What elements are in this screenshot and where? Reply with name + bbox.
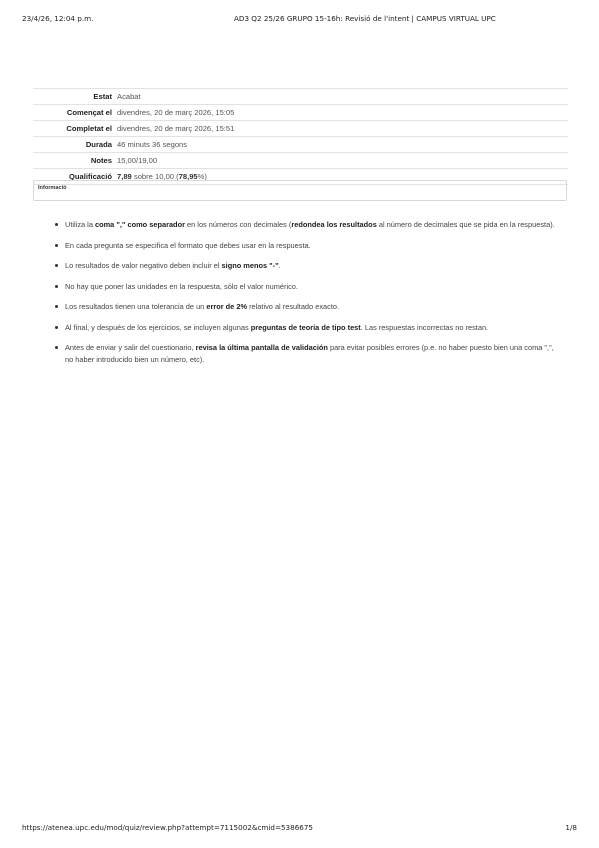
text: para evitar posibles errores (p.e. no haber puesto bien una coma ",", no haber introducido bien un número, etc). <box>65 343 554 364</box>
bold-text: error de 2% <box>206 302 248 311</box>
text: . <box>278 261 281 270</box>
print-header <box>22 14 577 26</box>
list-item <box>55 342 555 365</box>
text: Utiliza la <box>65 220 95 229</box>
summary-label: Completat el <box>66 124 112 133</box>
bullet-icon <box>55 305 58 308</box>
text: al número de decimales que se pida en la respuesta). <box>376 220 555 229</box>
summary-value: divendres, 20 de març 2026, 15:05 <box>117 108 235 117</box>
summary-label: Començat el <box>66 108 112 117</box>
text: Lo resultados de valor negativo deben incluir el <box>65 261 222 270</box>
summary-row-duration <box>33 137 568 153</box>
information-box <box>33 180 567 201</box>
bold-text: coma "," como separador <box>94 220 185 229</box>
grade-percent-suffix: %) <box>197 172 207 181</box>
summary-row-state <box>33 89 568 105</box>
summary-value: Acabat <box>117 92 141 101</box>
text: No hay que poner las unidades en la respuesta, sólo el valor numérico. <box>65 281 298 291</box>
summary-label: Durada <box>85 140 112 149</box>
grade-percent: 78,95 <box>178 172 198 181</box>
list-item <box>55 301 555 313</box>
bullet-icon <box>55 346 58 349</box>
grade-out-of: sobre 10,00 ( <box>133 172 179 181</box>
summary-row-completed <box>33 121 568 137</box>
summary-value: 15,00/19,00 <box>117 156 158 165</box>
text: Al final, y después de los ejercicios, se incluyen algunas <box>65 322 251 332</box>
print-date: 23/4/26, 12:04 p.m. <box>22 14 94 23</box>
bold-text: signo menos "-" <box>221 261 279 270</box>
bold-text: preguntas de teoría de tipo test <box>250 322 361 332</box>
page-url: https://atenea.upc.edu/mod/quiz/review.php?attempt=7115002&cmid=5386675 <box>22 823 313 832</box>
summary-row-started <box>33 105 568 121</box>
list-item <box>55 219 555 231</box>
text: Antes de enviar y salir del cuestionario, <box>65 343 196 352</box>
text: relativo al resultado exacto. <box>247 302 340 311</box>
bullet-icon <box>55 285 58 288</box>
summary-label: Estat <box>93 92 112 101</box>
summary-label: Qualificació <box>68 172 112 181</box>
bullet-icon <box>55 244 58 247</box>
summary-row-marks <box>33 153 568 169</box>
bullet-icon <box>55 326 58 329</box>
list-item <box>55 240 555 252</box>
text: . Las respuestas incorrectas no restan. <box>360 322 489 332</box>
bullet-icon <box>55 264 58 267</box>
print-page-title: AD3 Q2 25/26 GRUPO 15-16h: Revisió de l'intent | CAMPUS VIRTUAL UPC <box>234 14 496 23</box>
summary-label: Notes <box>90 156 112 165</box>
summary-value: 46 minuts 36 segons <box>117 140 188 149</box>
list-item <box>55 322 555 334</box>
instructions-list <box>55 219 555 374</box>
text: En cada pregunta se especifica el formato que debes usar en la respuesta. <box>65 240 311 250</box>
bold-text: revisa la última pantalla de validación <box>195 343 328 352</box>
grade-value: 7,89 <box>117 172 132 181</box>
information-label: Informació <box>38 185 67 191</box>
print-footer <box>22 823 577 835</box>
text: Los resultados tienen una tolerancia de un <box>65 302 207 311</box>
attempt-summary-table <box>33 88 568 185</box>
summary-value: divendres, 20 de març 2026, 15:51 <box>117 124 235 133</box>
list-item <box>55 281 555 293</box>
list-item <box>55 260 555 272</box>
text: en los números con decimales ( <box>184 220 292 229</box>
bold-text: redondea los resultados <box>291 220 377 229</box>
bullet-icon <box>55 223 58 226</box>
page-number: 1/8 <box>565 823 577 832</box>
